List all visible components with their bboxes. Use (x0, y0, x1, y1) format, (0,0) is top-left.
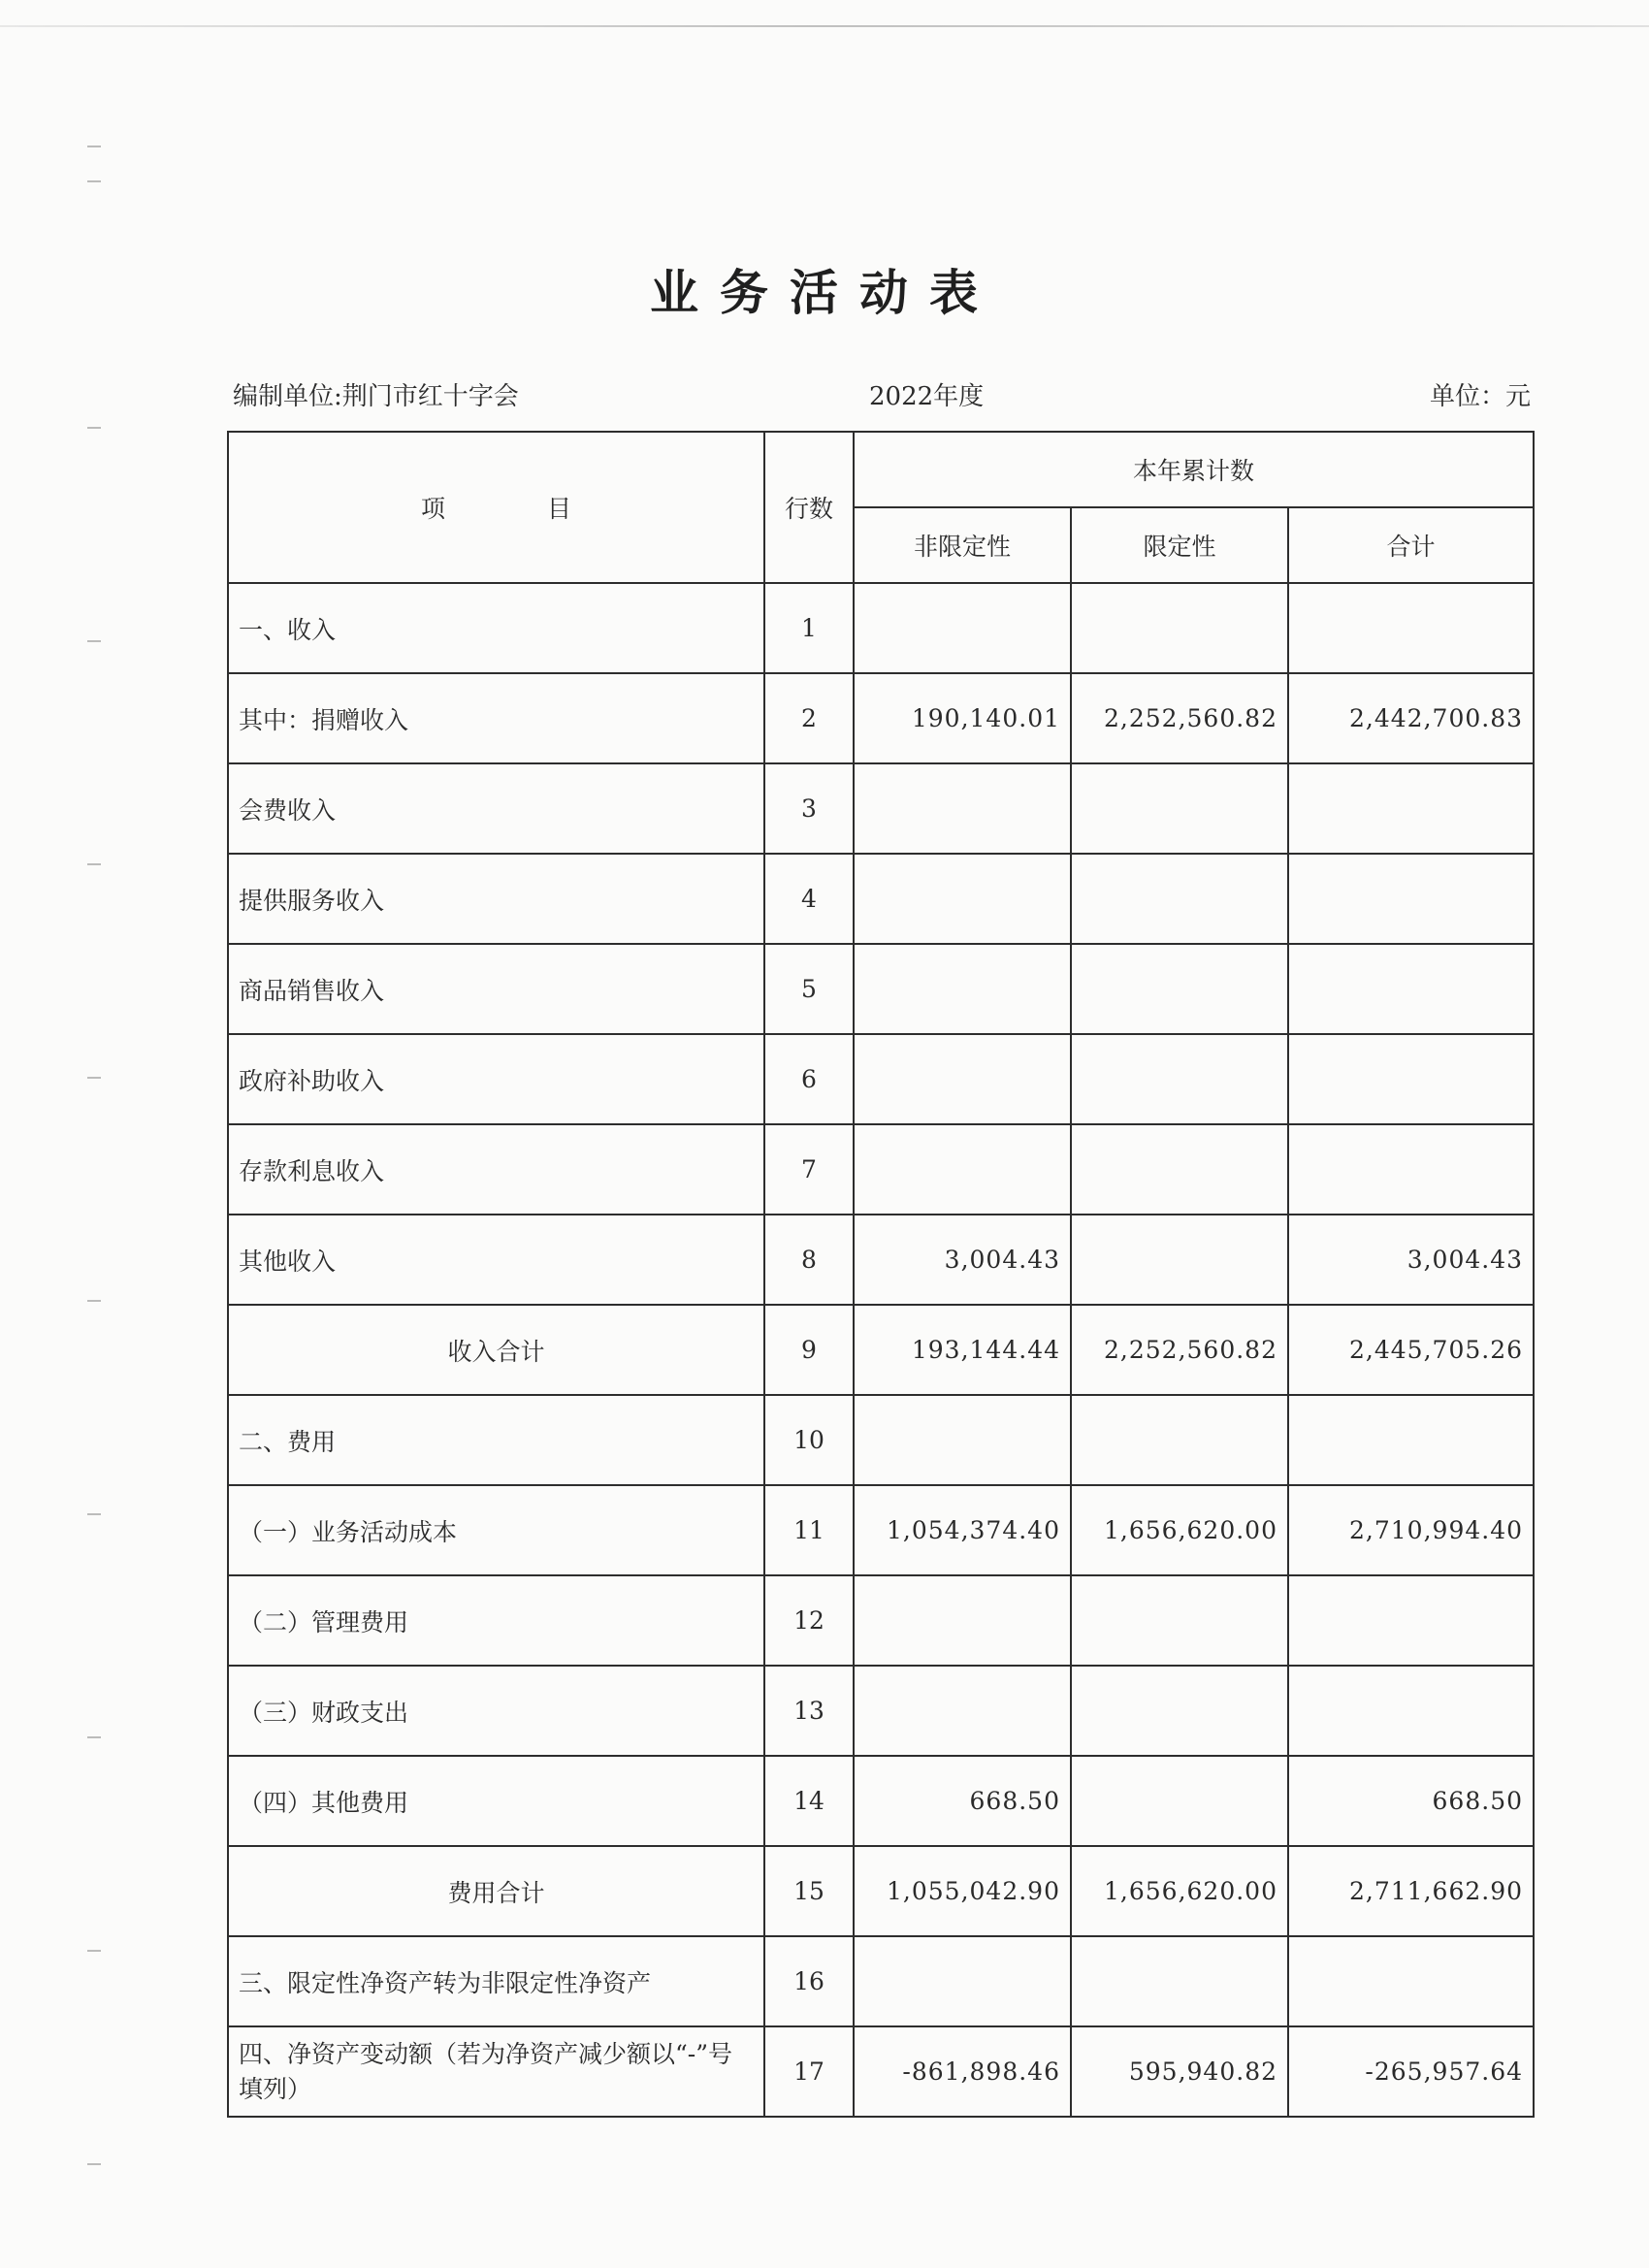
row-total (1288, 854, 1534, 944)
compiling-unit: 编制单位:荆门市红十字会 (233, 382, 519, 411)
row-unrestricted (854, 1034, 1071, 1124)
header-total: 合计 (1288, 507, 1534, 583)
row-restricted (1071, 1666, 1288, 1756)
header-unrestricted: 非限定性 (854, 507, 1071, 583)
row-unrestricted (854, 854, 1071, 944)
header-line: 行数 (764, 432, 854, 583)
binding-marks (81, 146, 111, 2183)
scan-edge-line (0, 25, 1649, 27)
row-unrestricted: 1,054,374.40 (854, 1485, 1071, 1575)
row-unrestricted (854, 1124, 1071, 1215)
row-restricted: 2,252,560.82 (1071, 673, 1288, 763)
row-line: 13 (764, 1666, 854, 1756)
row-item: 一、收入 (228, 583, 764, 673)
row-restricted (1071, 1575, 1288, 1666)
row-total: 2,442,700.83 (1288, 673, 1534, 763)
row-line: 1 (764, 583, 854, 673)
row-total: -265,957.64 (1288, 2026, 1534, 2117)
header-restricted: 限定性 (1071, 507, 1288, 583)
row-line: 10 (764, 1395, 854, 1485)
row-restricted (1071, 583, 1288, 673)
row-unrestricted (854, 944, 1071, 1034)
table-row (228, 1034, 1534, 1124)
table-row (228, 763, 1534, 854)
row-item: 二、费用 (228, 1395, 764, 1485)
row-item: 会费收入 (228, 763, 764, 854)
document-title: 业务活动表 (650, 264, 999, 321)
row-line: 11 (764, 1485, 854, 1575)
row-item: 提供服务收入 (228, 854, 764, 944)
header-item: 项 目 (228, 432, 764, 583)
row-unrestricted: 3,004.43 (854, 1215, 1071, 1305)
row-unrestricted (854, 1936, 1071, 2026)
row-item: 费用合计 (228, 1846, 764, 1936)
currency-unit: 单位：元 (1430, 382, 1532, 411)
row-unrestricted (854, 583, 1071, 673)
row-item: （四）其他费用 (228, 1756, 764, 1846)
row-item: 存款利息收入 (228, 1124, 764, 1215)
row-restricted (1071, 1936, 1288, 2026)
row-line: 7 (764, 1124, 854, 1215)
row-item: 其他收入 (228, 1215, 764, 1305)
row-unrestricted (854, 1575, 1071, 1666)
row-total: 2,710,994.40 (1288, 1485, 1534, 1575)
row-line: 6 (764, 1034, 854, 1124)
row-line: 5 (764, 944, 854, 1034)
row-line: 16 (764, 1936, 854, 2026)
row-unrestricted: 193,144.44 (854, 1305, 1071, 1395)
row-total (1288, 763, 1534, 854)
row-restricted (1071, 763, 1288, 854)
row-unrestricted (854, 1395, 1071, 1485)
row-unrestricted (854, 1666, 1071, 1756)
row-unrestricted: 190,140.01 (854, 673, 1071, 763)
header-current-year: 本年累计数 (854, 432, 1534, 507)
row-restricted: 2,252,560.82 (1071, 1305, 1288, 1395)
table-row (228, 1215, 1534, 1305)
row-total (1288, 1034, 1534, 1124)
table-row (228, 1485, 1534, 1575)
row-item: （三）财政支出 (228, 1666, 764, 1756)
row-item: 收入合计 (228, 1305, 764, 1395)
table-row (228, 583, 1534, 673)
row-unrestricted: 1,055,042.90 (854, 1846, 1071, 1936)
row-restricted (1071, 1756, 1288, 1846)
table-row (228, 854, 1534, 944)
activity-table (227, 431, 1535, 2118)
row-item: 三、限定性净资产转为非限定性净资产 (228, 1936, 764, 2026)
row-restricted (1071, 1124, 1288, 1215)
row-total (1288, 1666, 1534, 1756)
table-row (228, 1575, 1534, 1666)
row-line: 3 (764, 763, 854, 854)
row-restricted (1071, 854, 1288, 944)
row-item: 四、净资产变动额（若为净资产减少额以“-”号填列） (228, 2026, 764, 2117)
table-row (228, 944, 1534, 1034)
row-restricted: 1,656,620.00 (1071, 1846, 1288, 1936)
row-line: 12 (764, 1575, 854, 1666)
row-unrestricted (854, 763, 1071, 854)
row-item: （一）业务活动成本 (228, 1485, 764, 1575)
row-line: 17 (764, 2026, 854, 2117)
row-restricted (1071, 1215, 1288, 1305)
row-line: 14 (764, 1756, 854, 1846)
row-total (1288, 583, 1534, 673)
row-restricted (1071, 1034, 1288, 1124)
row-item: （二）管理费用 (228, 1575, 764, 1666)
row-line: 2 (764, 673, 854, 763)
table-row (228, 673, 1534, 763)
table-row (228, 1666, 1534, 1756)
table-row (228, 1124, 1534, 1215)
row-total (1288, 1936, 1534, 2026)
row-total (1288, 1575, 1534, 1666)
row-total (1288, 1395, 1534, 1485)
report-year: 2022年度 (869, 382, 985, 411)
row-restricted: 595,940.82 (1071, 2026, 1288, 2117)
row-unrestricted: 668.50 (854, 1756, 1071, 1846)
table-row (228, 1756, 1534, 1846)
row-line: 8 (764, 1215, 854, 1305)
row-restricted (1071, 944, 1288, 1034)
table-row (228, 1936, 1534, 2026)
table-row-expense-total (228, 1846, 1534, 1936)
table-row (228, 2026, 1534, 2117)
row-restricted: 1,656,620.00 (1071, 1485, 1288, 1575)
table-row-income-total (228, 1305, 1534, 1395)
row-line: 15 (764, 1846, 854, 1936)
row-restricted (1071, 1395, 1288, 1485)
row-line: 9 (764, 1305, 854, 1395)
row-unrestricted: -861,898.46 (854, 2026, 1071, 2117)
row-total: 668.50 (1288, 1756, 1534, 1846)
row-item: 商品销售收入 (228, 944, 764, 1034)
row-line: 4 (764, 854, 854, 944)
row-total (1288, 944, 1534, 1034)
table-row (228, 1395, 1534, 1485)
row-item: 其中：捐赠收入 (228, 673, 764, 763)
row-total: 3,004.43 (1288, 1215, 1534, 1305)
row-item: 政府补助收入 (228, 1034, 764, 1124)
row-total (1288, 1124, 1534, 1215)
row-total: 2,711,662.90 (1288, 1846, 1534, 1936)
row-total: 2,445,705.26 (1288, 1305, 1534, 1395)
